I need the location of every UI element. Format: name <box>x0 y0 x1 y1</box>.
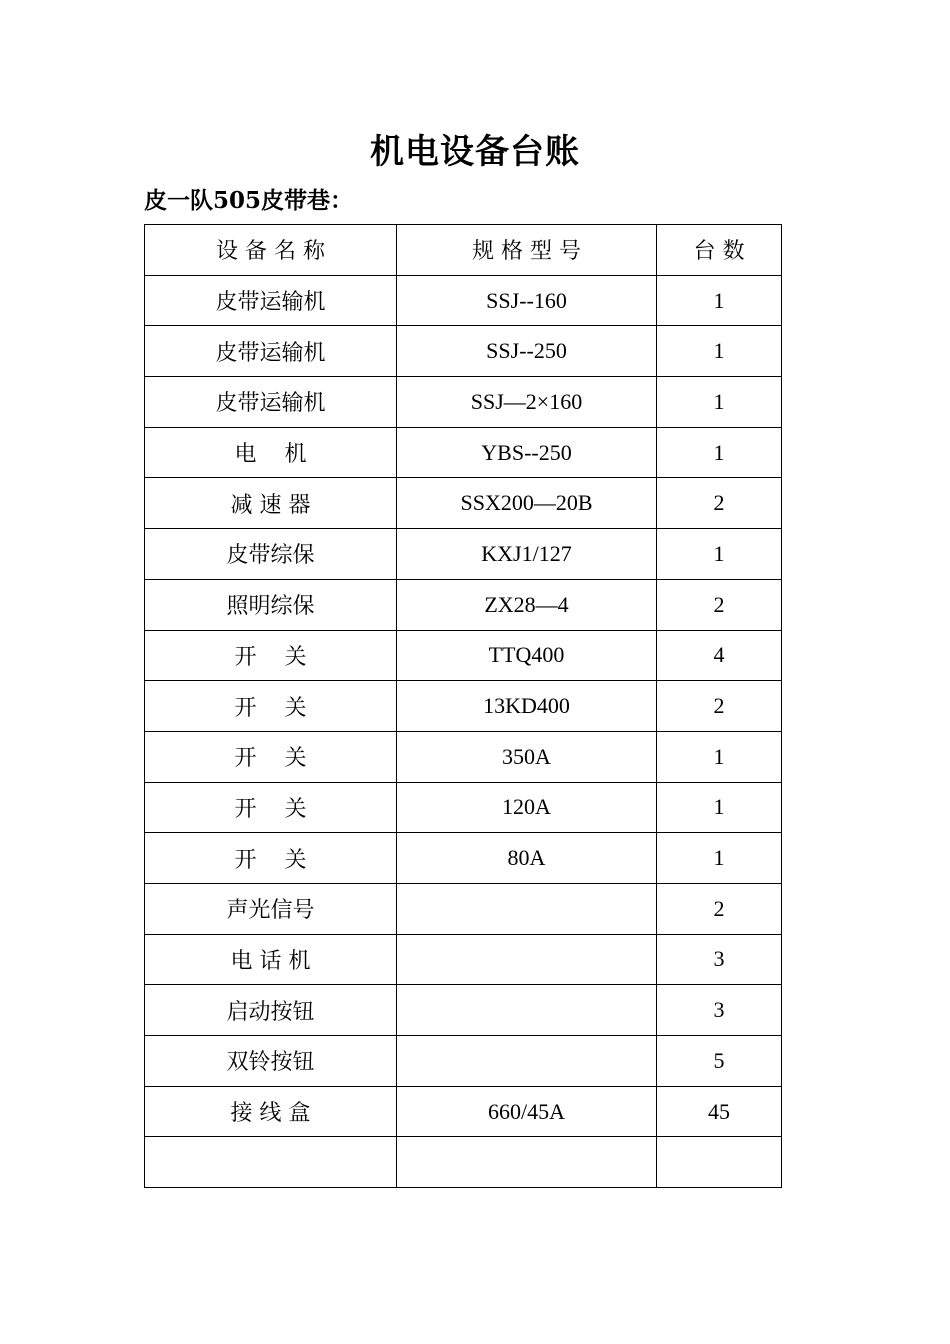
table-row <box>145 833 782 884</box>
cell-specification: SSX200—20B <box>397 478 657 529</box>
cell-equipment-name: 照明综保 <box>145 579 397 630</box>
cell-equipment-name: 减 速 器 <box>145 478 397 529</box>
cell-equipment-name: 接 线 盒 <box>145 1086 397 1137</box>
cell-quantity: 45 <box>657 1086 782 1137</box>
table-row <box>145 934 782 985</box>
cell-equipment-name: 双铃按钮 <box>145 1036 397 1087</box>
table-header-row <box>145 225 782 276</box>
table-row <box>145 377 782 428</box>
table-row <box>145 478 782 529</box>
cell-quantity: 1 <box>657 782 782 833</box>
table-row <box>145 985 782 1036</box>
cell-specification <box>397 985 657 1036</box>
table-row <box>145 427 782 478</box>
cell-equipment-name: 声光信号 <box>145 883 397 934</box>
cell-specification: SSJ—2×160 <box>397 377 657 428</box>
cell-equipment-name: 皮带运输机 <box>145 377 397 428</box>
cell-quantity: 1 <box>657 529 782 580</box>
cell-specification: ZX28—4 <box>397 579 657 630</box>
cell-equipment-name: 电 话 机 <box>145 934 397 985</box>
cell-quantity: 4 <box>657 630 782 681</box>
cell-specification: 350A <box>397 731 657 782</box>
cell-specification: 80A <box>397 833 657 884</box>
cell-quantity: 1 <box>657 731 782 782</box>
cell-equipment-name: 皮带运输机 <box>145 326 397 377</box>
cell-equipment-name: 开 关 <box>145 630 397 681</box>
table-row <box>145 1036 782 1087</box>
cell-quantity: 1 <box>657 326 782 377</box>
table-row <box>145 326 782 377</box>
equipment-ledger-table <box>144 224 782 1188</box>
document-title: 机电设备台账 <box>370 132 580 172</box>
cell-equipment-name: 开 关 <box>145 731 397 782</box>
cell-equipment-name <box>145 1137 397 1188</box>
cell-specification <box>397 883 657 934</box>
cell-specification: SSJ--250 <box>397 326 657 377</box>
cell-specification: KXJ1/127 <box>397 529 657 580</box>
document-subtitle: 皮一队505皮带巷： <box>144 187 354 214</box>
table-row <box>145 731 782 782</box>
cell-quantity: 1 <box>657 275 782 326</box>
table-row <box>145 529 782 580</box>
cell-quantity: 2 <box>657 478 782 529</box>
cell-equipment-name: 开 关 <box>145 833 397 884</box>
table-row <box>145 681 782 732</box>
table-row <box>145 630 782 681</box>
table-row <box>145 275 782 326</box>
cell-quantity: 1 <box>657 377 782 428</box>
cell-quantity: 5 <box>657 1036 782 1087</box>
cell-equipment-name: 皮带综保 <box>145 529 397 580</box>
cell-equipment-name: 启动按钮 <box>145 985 397 1036</box>
cell-specification: 120A <box>397 782 657 833</box>
cell-quantity: 2 <box>657 681 782 732</box>
header-specification: 规 格 型 号 <box>397 225 657 276</box>
cell-specification: YBS--250 <box>397 427 657 478</box>
cell-equipment-name: 电 机 <box>145 427 397 478</box>
table-row <box>145 782 782 833</box>
cell-specification: SSJ--160 <box>397 275 657 326</box>
cell-specification: 13KD400 <box>397 681 657 732</box>
cell-quantity: 2 <box>657 883 782 934</box>
table-row <box>145 1086 782 1137</box>
cell-quantity: 1 <box>657 427 782 478</box>
cell-quantity: 1 <box>657 833 782 884</box>
cell-equipment-name: 皮带运输机 <box>145 275 397 326</box>
cell-specification <box>397 1036 657 1087</box>
cell-quantity: 3 <box>657 985 782 1036</box>
cell-equipment-name: 开 关 <box>145 681 397 732</box>
cell-quantity <box>657 1137 782 1188</box>
header-equipment-name: 设 备 名 称 <box>145 225 397 276</box>
cell-specification: 660/45A <box>397 1086 657 1137</box>
cell-quantity: 2 <box>657 579 782 630</box>
table-row <box>145 883 782 934</box>
cell-specification <box>397 934 657 985</box>
table-row <box>145 579 782 630</box>
cell-specification <box>397 1137 657 1188</box>
cell-equipment-name: 开 关 <box>145 782 397 833</box>
header-quantity: 台 数 <box>657 225 782 276</box>
cell-specification: TTQ400 <box>397 630 657 681</box>
cell-quantity: 3 <box>657 934 782 985</box>
table-row <box>145 1137 782 1188</box>
table-body <box>145 275 782 1187</box>
